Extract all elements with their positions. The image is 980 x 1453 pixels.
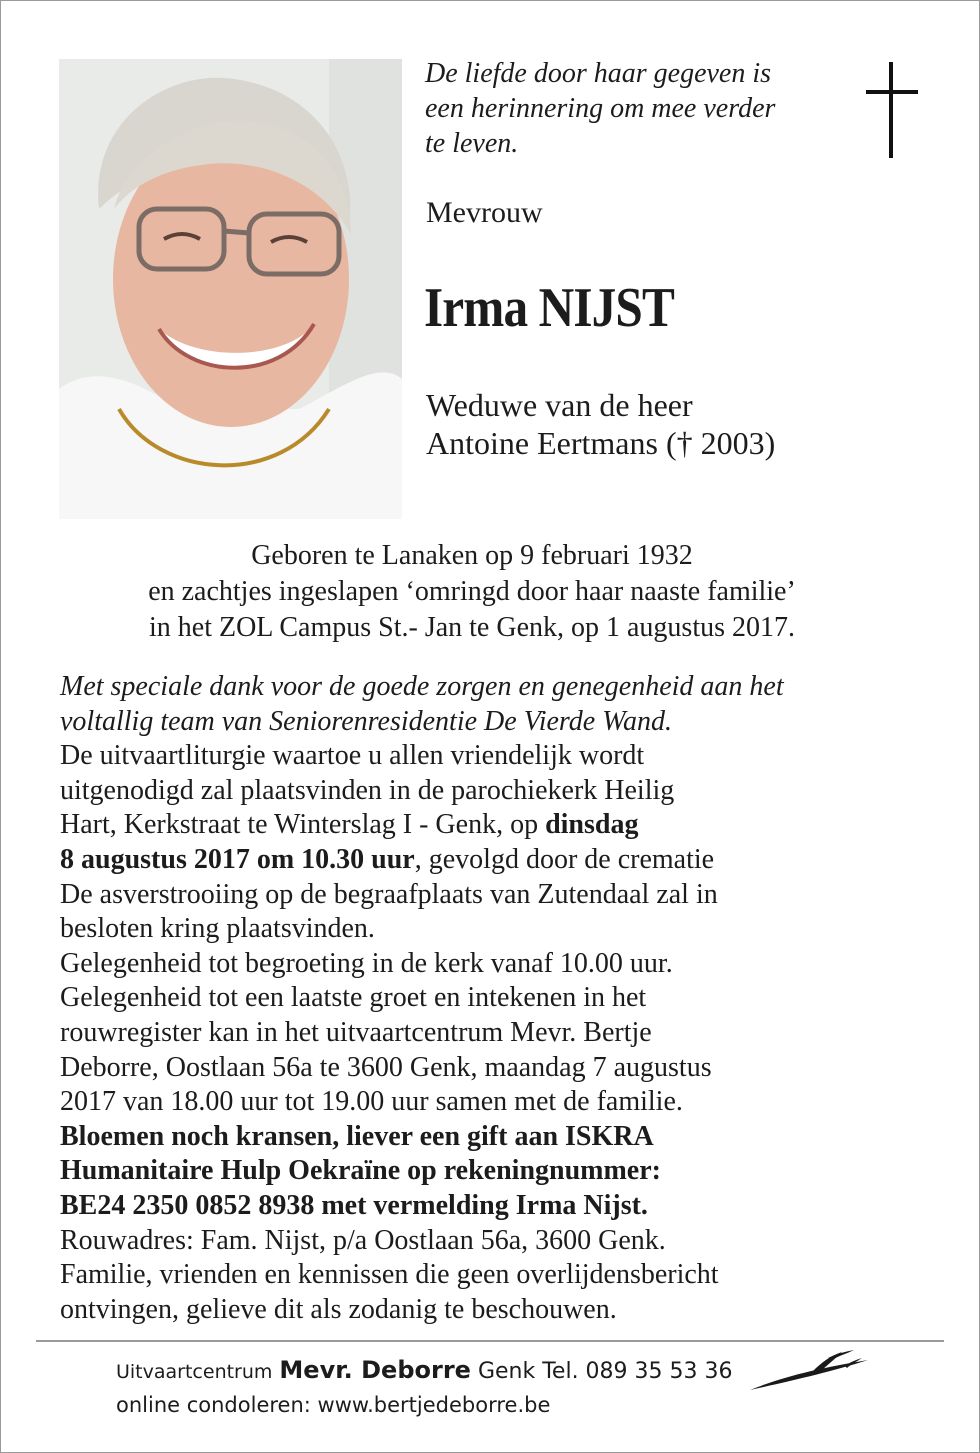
- quote-line: een herinnering om mee verder: [425, 93, 776, 124]
- quote-line: De liefde door haar gegeven is: [425, 58, 772, 89]
- thanks-line: voltallig team van Seniorenresidentie De Vierde Wand.: [60, 705, 672, 737]
- body-line: De asverstrooiing op de begraafplaats van Zutendaal zal in: [60, 878, 718, 910]
- deceased-name: Irma NIJST: [424, 277, 674, 339]
- thanks-line: Met speciale dank voor de goede zorgen en genegenheid aan het: [60, 671, 784, 702]
- portrait-illustration: [59, 59, 402, 519]
- funeral-announcement-body: [60, 670, 930, 1327]
- body-line: Rouwadres: Fam. Nijst, p/a Oostlaan 56a, 3600 Genk.: [60, 1224, 666, 1256]
- cross-icon: [862, 62, 922, 158]
- birth-line: in het ZOL Campus St.- Jan te Genk, op 1 augustus 2017.: [148, 612, 795, 643]
- body-line: Gelegenheid tot begroeting in de kerk vanaf 10.00 uur.: [60, 947, 673, 979]
- birds-logo-icon: [750, 1346, 870, 1394]
- funeral-date-time: 8 augustus 2017 om 10.30 uur: [60, 843, 415, 875]
- widow-statement: [426, 386, 775, 462]
- donation-line: BE24 2350 0852 8938 met vermelding Irma Nijst.: [60, 1189, 648, 1221]
- body-line: 2017 van 18.00 uur tot 19.00 uur samen met de familie.: [60, 1086, 683, 1118]
- memorial-quote: [425, 56, 845, 161]
- donation-line: Humanitaire Hulp Oekraïne op rekeningnummer:: [60, 1155, 661, 1187]
- widow-line: Antoine Eertmans († 2003): [426, 425, 776, 461]
- birth-line: en zachtjes ingeslapen ‘omringd door haar naaste familie’: [148, 576, 796, 607]
- body-line: ontvingen, gelieve dit als zodanig te beschouwen.: [60, 1293, 617, 1325]
- body-line: 8 augustus 2017 om 10.30 uur, gevolgd door de crematie: [60, 843, 715, 875]
- body-line: Gelegenheid tot een laatste groet en intekenen in het: [60, 982, 647, 1014]
- body-line: De uitvaartliturgie waartoe u allen vriendelijk wordt: [60, 740, 645, 772]
- honorific: Mevrouw: [426, 196, 543, 229]
- funeral-home-prefix: Uitvaartcentrum: [116, 1361, 273, 1383]
- body-line: rouwregister kan in het uitvaartcentrum Mevr. Bertje: [60, 1016, 652, 1048]
- funeral-home-name: Mevr. Deborre: [279, 1356, 471, 1384]
- body-line: Deborre, Oostlaan 56a te 3600 Genk, maandag 7 augustus: [60, 1051, 712, 1083]
- body-line: besloten kring plaatsvinden.: [60, 913, 375, 945]
- condolence-link[interactable]: online condoleren: www.bertjedeborre.be: [116, 1393, 551, 1417]
- widow-line: Weduwe van de heer: [426, 387, 693, 423]
- body-line: uitgenodigd zal plaatsvinden in de parochiekerk Heilig: [60, 774, 675, 806]
- funeral-home-phone: Tel. 089 35 53 36: [542, 1359, 733, 1384]
- portrait-photo: [59, 59, 402, 519]
- quote-line: te leven.: [425, 128, 519, 159]
- donation-line: Bloemen noch kransen, liever een gift aan ISKRA: [60, 1120, 654, 1152]
- birth-death-statement: [0, 538, 944, 646]
- birth-line: Geboren te Lanaken op 9 februari 1932: [251, 540, 693, 571]
- body-line: Familie, vrienden en kennissen die geen overlijdensbericht: [60, 1259, 719, 1291]
- body-line: Hart, Kerkstraat te Winterslag I - Genk, op dinsdag: [60, 809, 639, 841]
- funeral-day: dinsdag: [545, 809, 639, 841]
- funeral-home-city: Genk: [477, 1359, 536, 1384]
- footer-divider: [36, 1340, 944, 1342]
- funeral-home-line: [116, 1356, 733, 1384]
